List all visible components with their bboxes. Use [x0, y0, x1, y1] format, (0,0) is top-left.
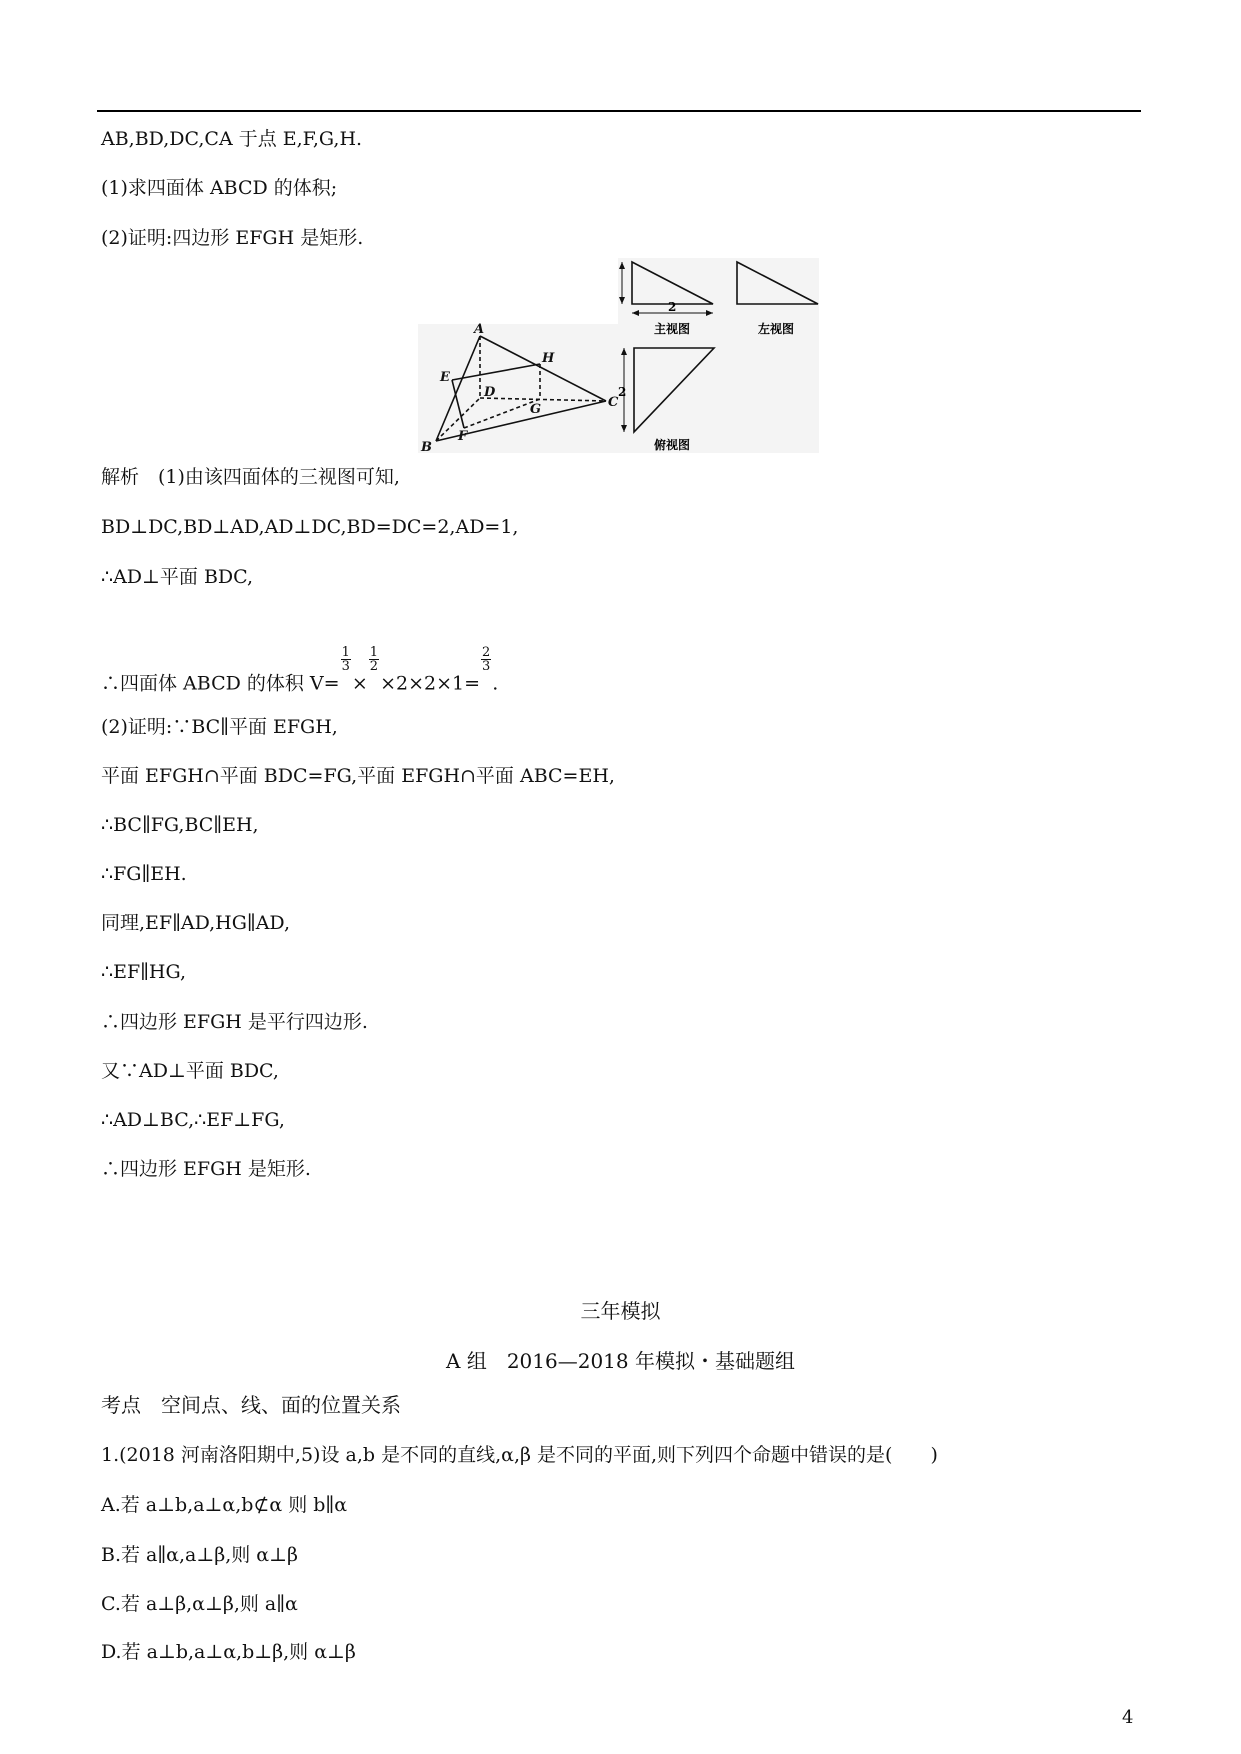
volume-product: ×2×2×1=: [380, 672, 481, 695]
solution-line-13: ∴AD⊥BC,∴EF⊥FG,: [101, 1109, 285, 1131]
top-view-height-dimension: 2: [618, 385, 627, 399]
solution-line-7: ∴BC∥FG,BC∥EH,: [101, 814, 259, 836]
solution-line-12: 又∵AD⊥平面 BDC,: [101, 1060, 279, 1082]
point-label-B: B: [421, 440, 432, 453]
volume-end: .: [492, 672, 499, 695]
point-label-A: A: [474, 322, 485, 337]
question-1-option-c: C.若 a⊥β,α⊥β,则 a∥α: [101, 1593, 298, 1615]
front-view-width-dimension: 2: [668, 300, 677, 314]
tetrahedron-figure: [418, 258, 819, 453]
solution-line-9: 同理,EF∥AD,HG∥AD,: [101, 912, 291, 934]
times-sign: ×: [351, 672, 368, 695]
solution-line-1: 解析 (1)由该四面体的三视图可知,: [101, 466, 400, 488]
fraction-one-half: $\frac{1}{2}$: [369, 645, 379, 674]
solution-line-5: (2)证明:∵BC∥平面 EFGH,: [101, 716, 338, 738]
point-label-F: F: [458, 429, 468, 444]
tetrahedron-background: [418, 324, 618, 453]
solution-line-14: ∴四边形 EFGH 是矩形.: [101, 1158, 311, 1180]
question-1-option-a: A.若 a⊥b,a⊥α,b⊄α 则 b∥α: [101, 1494, 348, 1516]
question-1-option-d: D.若 a⊥b,a⊥α,b⊥β,则 α⊥β: [101, 1641, 356, 1663]
section-subtitle: A 组 2016—2018 年模拟・基础题组: [446, 1349, 795, 1373]
top-view-label: 俯视图: [654, 438, 691, 452]
solution-line-2: BD⊥DC,BD⊥AD,AD⊥DC,BD=DC=2,AD=1,: [101, 516, 519, 538]
fraction-two-thirds: $\frac{2}{3}$: [482, 645, 491, 674]
problem-question-2: (2)证明:四边形 EFGH 是矩形.: [101, 227, 364, 249]
point-label-D: D: [484, 385, 496, 400]
question-1-stem: 1.(2018 河南洛阳期中,5)设 a,b 是不同的直线,α,β 是不同的平面,则下列四个命题中错误的是( ): [101, 1444, 938, 1466]
solution-volume-line: [101, 645, 499, 695]
fraction-one-third: $\frac{1}{3}$: [341, 645, 350, 674]
page-number: 4: [1122, 1707, 1134, 1728]
problem-line-1: AB,BD,DC,CA 于点 E,F,G,H.: [101, 128, 363, 150]
solution-line-8: ∴FG∥EH.: [101, 863, 187, 885]
front-view-label: 主视图: [654, 322, 691, 336]
point-label-C: C: [608, 395, 619, 410]
point-label-G: G: [530, 402, 542, 417]
solution-line-10: ∴EF∥HG,: [101, 961, 187, 983]
section-title: 三年模拟: [580, 1299, 661, 1323]
point-label-H: H: [542, 351, 555, 366]
header-rule: [97, 110, 1141, 112]
point-label-E: E: [440, 370, 450, 385]
side-view-label: 左视图: [758, 322, 795, 336]
problem-question-1: (1)求四面体 ABCD 的体积;: [101, 177, 338, 199]
solution-line-6: 平面 EFGH∩平面 BDC=FG,平面 EFGH∩平面 ABC=EH,: [101, 765, 615, 787]
solution-line-11: ∴四边形 EFGH 是平行四边形.: [101, 1011, 368, 1033]
topic-heading: 考点 空间点、线、面的位置关系: [101, 1393, 401, 1417]
question-1-option-b: B.若 a∥α,a⊥β,则 α⊥β: [101, 1544, 298, 1566]
solution-line-3: ∴AD⊥平面 BDC,: [101, 566, 254, 588]
volume-prefix: ∴四面体 ABCD 的体积 V=: [101, 672, 340, 695]
views-background: [618, 258, 819, 453]
